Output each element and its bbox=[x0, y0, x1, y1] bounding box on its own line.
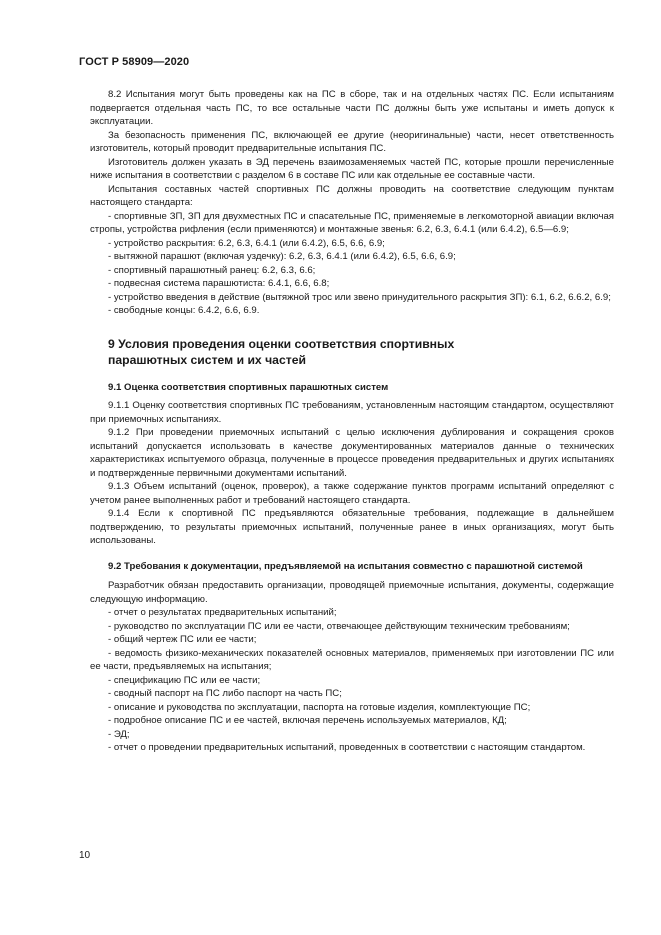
paragraph-9-1-1: 9.1.1 Оценку соответствия спортивных ПС требованиям, установленным настоящим стандартом, осуществляют при приемочных испытаниях. bbox=[90, 400, 614, 425]
paragraph-9-1-2: 9.1.2 При проведении приемочных испытаний с целью исключения дублирования и сокращения сроков испытаний допускается использовать в качестве документированных материалов данные о технических характеристиках испытуемого образца, полученные в процессе проведения предварительных и других испытаниях и подтвержденные первичными документами испытаний. bbox=[90, 427, 614, 479]
list-item: - спортивный парашютный ранец: 6.2, 6.3, 6.6; bbox=[108, 264, 316, 276]
list-item: - ведомость физико-механических показателей основных материалов, применяемых при изготовлении ПС или ее части, предъявляемых на испытания; bbox=[90, 647, 614, 672]
section-9-title-line2: парашютных систем и их частей bbox=[108, 353, 306, 367]
list-item: - общий чертеж ПС или ее части; bbox=[108, 634, 257, 645]
list-item: - подвесная система парашютиста: 6.4.1, 6.6, 6.8; bbox=[108, 278, 330, 289]
section-9-2-title: 9.2 Требования к документации, предъявляемой на испытания совместно с парашютной системой bbox=[108, 560, 583, 572]
list-item: - спецификацию ПС или ее части; bbox=[108, 674, 261, 686]
list-item: - описание и руководства по эксплуатации, паспорта на готовые изделия, комплектующие ПС; bbox=[108, 701, 531, 713]
list-item: - отчет о проведении предварительных испытаний, проведенных в соответствии с настоящим стандартом. bbox=[108, 742, 586, 753]
list-item: - сводный паспорт на ПС либо паспорт на часть ПС; bbox=[108, 688, 342, 699]
paragraph-component-testing: Испытания составных частей спортивных ПС должны проводить на соответствие следующим пунктам настоящего стандарта: bbox=[90, 183, 614, 208]
list-item: - отчет о результатах предварительных испытаний; bbox=[108, 607, 337, 618]
paragraph-9-1-3: 9.1.3 Объем испытаний (оценок, проверок), а также содержание пунктов программ испытаний определяют с учетом ранее выполненных работ и требований настоящего стандарта. bbox=[90, 481, 614, 506]
document-body bbox=[90, 88, 614, 755]
paragraph-interchangeable-parts: Изготовитель должен указать в ЭД перечень взаимозаменяемых частей ПС, которые прошли перечисленные ниже испытания в соответствии с разделом 6 в составе ПС или как отдельные ее составные части. bbox=[90, 156, 614, 181]
document-header: ГОСТ Р 58909—2020 bbox=[79, 56, 190, 68]
list-item: - устройство введения в действие (вытяжной трос или звено принудительного раскрытия ЗП): 6.1, 6.2, 6.6.2, 6.9; bbox=[108, 291, 611, 303]
page-number: 10 bbox=[79, 850, 91, 861]
list-item: - свободные концы: 6.4.2, 6.6, 6.9. bbox=[108, 305, 260, 316]
paragraph-responsibility: За безопасность применения ПС, включающей ее другие (неоригинальные) части, несет ответственность изготовитель, который проводит предварительные испытания ПС. bbox=[90, 129, 614, 154]
section-9-title-line1: 9 Условия проведения оценки соответствия спортивных bbox=[108, 336, 455, 351]
paragraph-9-1-4: 9.1.4 Если к спортивной ПС предъявляются обязательные требования, подлежащие в дальнейшем подтверждению, то результаты приемочных испытаний, полученные ранее в иных организациях, могут быть использованы. bbox=[90, 508, 614, 546]
list-item: - руководство по эксплуатации ПС или ее части, отвечающее действующим техническим требованиям; bbox=[108, 620, 570, 632]
section-9-title bbox=[108, 336, 614, 369]
list-item: - устройство раскрытия: 6.2, 6.3, 6.4.1 (или 6.4.2), 6.5, 6.6, 6.9; bbox=[108, 237, 385, 249]
section-9-1-title: 9.1 Оценка соответствия спортивных парашютных систем bbox=[108, 381, 389, 393]
list-item: - спортивные ЗП, ЗП для двухместных ПС и спасательные ПС, применяемые в легкомоторной авиации включая стропы, устройства рифления (если применяются) и монтажные звенья: 6.2, 6.3, 6.4.1 (или 6.4.2), 6.5—6.9; bbox=[90, 210, 614, 235]
list-item: - подробное описание ПС и ее частей, включая перечень используемых материалов, КД; bbox=[108, 715, 507, 726]
list-item: - ЭД; bbox=[108, 728, 130, 740]
list-item: - вытяжной парашют (включая уздечку): 6.2, 6.3, 6.4.1 (или 6.4.2), 6.5, 6.6, 6.9; bbox=[108, 251, 456, 262]
paragraph-8-2: 8.2 Испытания могут быть проведены как на ПС в сборе, так и на отдельных частях ПС. Если испытаниям подвергается отдельная часть ПС, то все остальные части ПС должны быть уже испытаны и иметь допуск к эксплуатации. bbox=[90, 89, 614, 127]
paragraph-9-2-intro: Разработчик обязан предоставить организации, проводящей приемочные испытания, документы, содержащие следующую информацию. bbox=[90, 580, 614, 605]
